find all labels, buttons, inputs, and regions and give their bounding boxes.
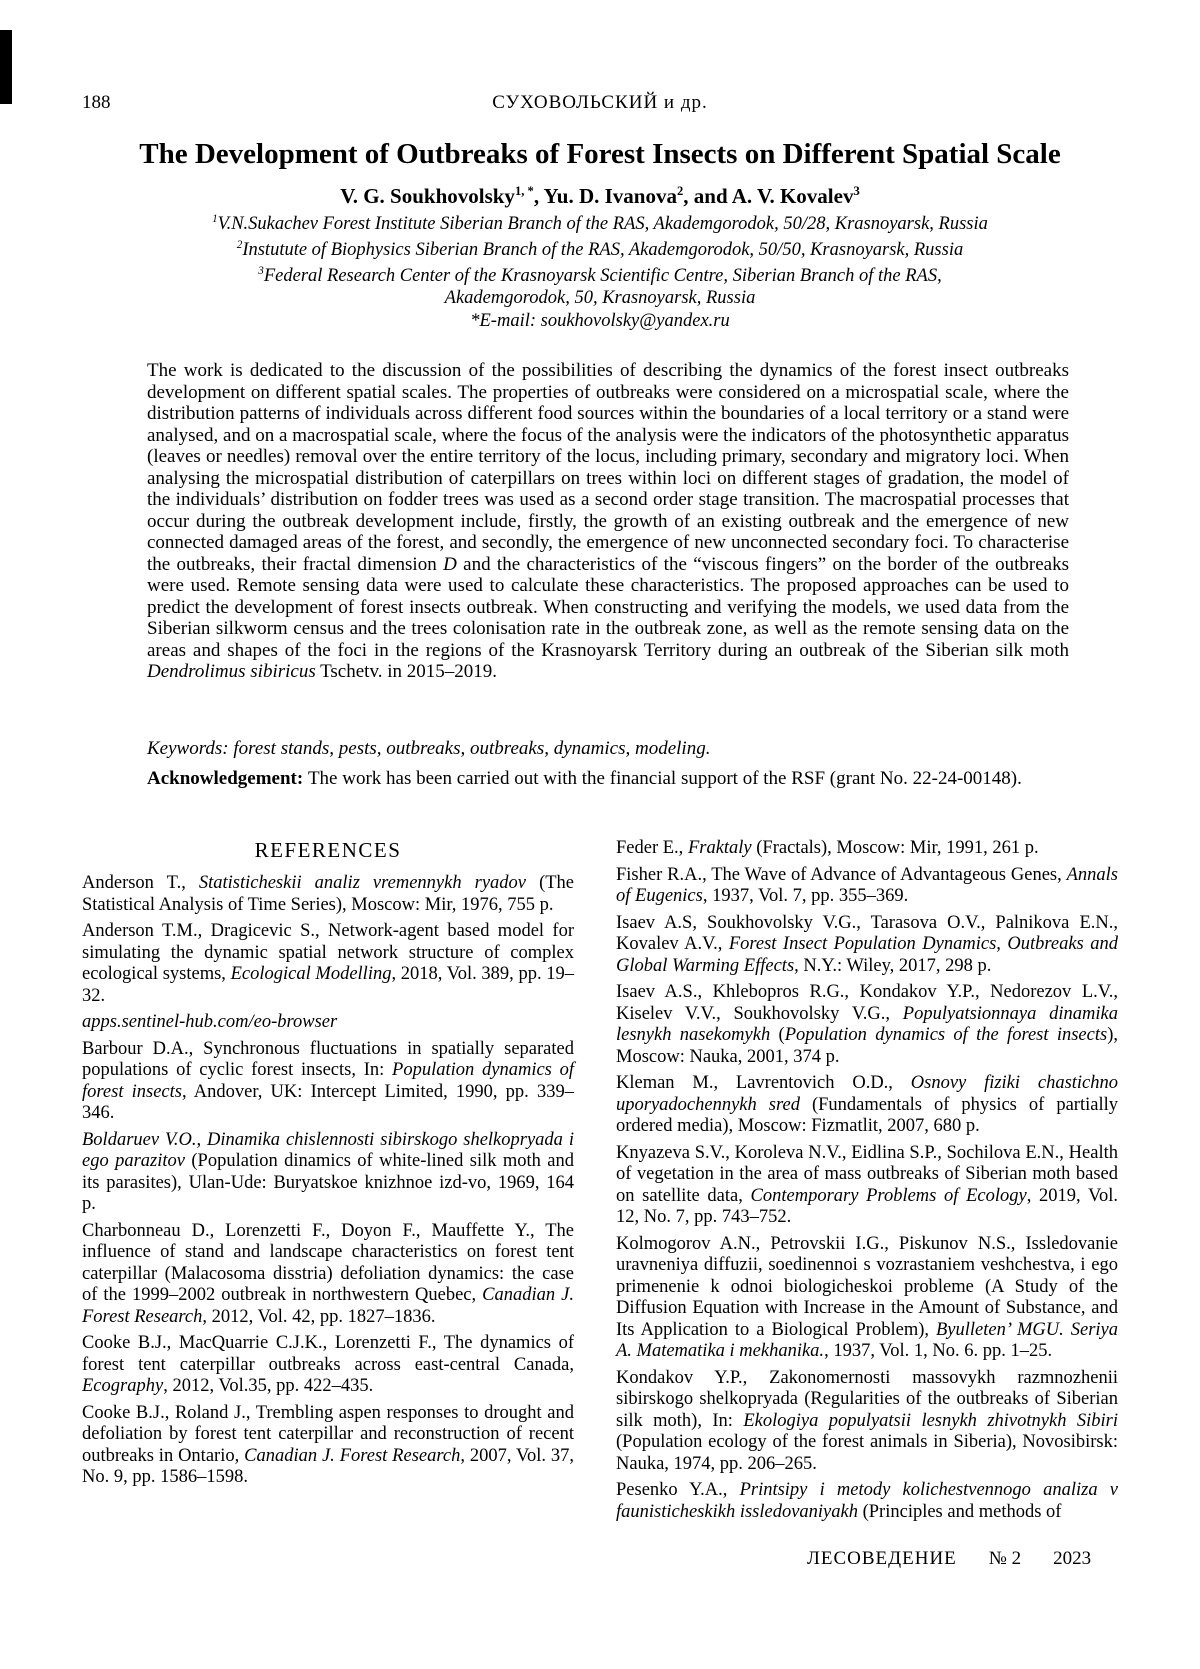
- references-right-list: [616, 838, 1118, 1523]
- references-heading: REFERENCES: [254, 838, 402, 862]
- references-right-column: [616, 838, 1118, 1528]
- page-number: 188: [82, 92, 111, 113]
- reference-entry: Pesenko Y.A., Printsipy i metody kolichestvennogo analiza v faunisticheskikh issledovaniyakh (Principles and methods of: [616, 1480, 1118, 1522]
- footer-issue-number: № 2: [988, 1548, 1022, 1569]
- reference-entry: Knyazeva S.V., Koroleva N.V., Eidlina S.P., Sochilova E.N., Health of vegetation in the area of mass outbreaks of Siberian moth based on satellite data, Contemporary Problems of Ecology, 2019, Vol. 12, No. 7, pp. 743–752.: [616, 1142, 1119, 1227]
- abstract-text: The work is dedicated to the discussion of the possibilities of describing the dynamics of the forest insect outbreaks development on different spatial scales. The properties of outbreaks were considered on a microspatial scale, where the distribution patterns of individuals across different food sources within the boundaries of a local territory or a stand were analysed, and on a macrospatial scale, where the focus of the analysis were the indicators of the photosynthetic apparatus (leaves or needles) removal over the entire territory of the locus, including primary, secondary and migratory loci. When analysing the microspatial distribution of caterpillars on trees within loci on different stages of gradation, the model of the individuals’ distribution on fodder trees was used as a second order stage transition. The macrospatial processes that occur during the outbreak development include, firstly, the growth of an existing outbreak and the emergence of new connected damaged areas of the forest, and secondly, the emergence of new unconnected secondary foci. To characterise the outbreaks, their fractal dimension D and the characteristics of the “viscous fingers” on the border of the outbreaks were used. Remote sensing data were used to calculate these characteristics. The proposed approaches can be used to predict the development of forest insects outbreak. When constructing and verifying the models, we used data from the Siberian silkworm census and the trees colonisation rate in the outbreak zone, as well as the remote sensing data on the areas and shapes of the foci in the regions of the Krasnoyarsk Territory during an outbreak of the Siberian silk moth Dendrolimus sibiricus Tschetv. in 2015–2019.: [147, 360, 1069, 682]
- running-head: СУХОВОЛЬСКИЙ и др.: [492, 92, 708, 113]
- reference-entry: Cooke B.J., Roland J., Trembling aspen responses to drought and defoliation by forest tent caterpillar and reconstruction of recent outbreaks in Ontario, Canadian J. Forest Research, 2007, Vol. 37, No. 9, pp. 1586–1598.: [82, 1402, 575, 1487]
- keywords-line: Keywords: forest stands, pests, outbreaks, outbreaks, dynamics, modeling.: [147, 738, 711, 759]
- affiliation-line: $^1$V.N.Sukachev Forest Institute Siberian Branch of the RAS, Akademgorodok, 50/28, Krasnoyarsk, Russia: [212, 212, 988, 234]
- affiliation-line: $^2$Instutute of Biophysics Siberian Branch of the RAS, Akademgorodok, 50/50, Krasnoyarsk, Russia: [236, 238, 964, 260]
- footer-journal-name: ЛЕСОВЕДЕНИЕ: [807, 1548, 957, 1569]
- footer-year: 2023: [1053, 1548, 1092, 1569]
- reference-entry: Anderson T.M., Dragicevic S., Network-agent based model for simulating the dynamic spatial network structure of complex ecological systems, Ecological Modelling, 2018, Vol. 389, pp. 19–32.: [82, 921, 575, 1006]
- references-left-list: [82, 873, 574, 1489]
- reference-entry: Kondakov Y.P., Zakonomernosti massovykh razmnozhenii sibirskogo shelkopryada (Regularities of the outbreaks of Siberian silk moth), In: Ekologiya populyatsii lesnykh zhivotnykh Sibiri (Population ecology of the forest animals in Siberia), Novosibirsk: Nauka, 1974, pp. 206–265.: [616, 1367, 1118, 1474]
- reference-entry: Fisher R.A., The Wave of Advance of Advantageous Genes, Annals of Eugenics, 1937, Vol. 7, pp. 355–369.: [616, 864, 1118, 906]
- reference-entry: Feder E., Fraktaly (Fractals), Moscow: Mir, 1991, 261 p.: [616, 838, 1039, 858]
- acknowledgement-line: Acknowledgement: The work has been carried out with the financial support of the RSF (grant No. 22-24-00148).: [147, 768, 1022, 789]
- reference-entry: Isaev A.S, Soukhovolsky V.G., Tarasova O.V., Palnikova E.N., Kovalev A.V., Forest Insect Population Dynamics, Outbreaks and Global Warming Effects, N.Y.: Wiley, 2017, 298 p.: [616, 912, 1118, 976]
- reference-entry: Barbour D.A., Synchronous fluctuations in spatially separated populations of cyclic forest insects, In: Population dynamics of forest insects, Andover, UK: Intercept Limited, 1990, pp. 339–346.: [82, 1038, 575, 1123]
- authors-line: V. G. Soukhovolsky$^{1, *}$, Yu. D. Ivanova$^2$, and A. V. Kovalev$^3$: [340, 184, 860, 208]
- references-left-column: [82, 838, 574, 1494]
- reference-entry: Kolmogorov A.N., Petrovskii I.G., Piskunov N.S., Issledovanie uravneniya diffuzii, soedinennoi s vozrastaniem veshchestva, i ego primenenie k odnoi biologicheskoi probleme (A Study of the Diffusion Equation with Increase in the Amount of Substance, and Its Application to a Biological Problem), Byulleten’ MGU. Seriya A. Matematika i mekhanika., 1937, Vol. 1, No. 6. pp. 1–25.: [616, 1233, 1118, 1361]
- email-line: *E-mail: soukhovolsky@yandex.ru: [470, 311, 730, 331]
- scan-artifact-mark: [0, 30, 12, 104]
- reference-entry: Charbonneau D., Lorenzetti F., Doyon F., Mauffette Y., The influence of stand and landscape characteristics on forest tent caterpillar (Malacosoma disstria) defoliation dynamics: the case of the 1999–2002 outbreak in northwestern Quebec, Canadian J. Forest Research, 2012, Vol. 42, pp. 1827–1836.: [82, 1220, 574, 1327]
- reference-entry: Boldaruev V.O., Dinamika chislennosti sibirskogo shelkopryada i ego parazitov (Population dinamics of white-lined silk moth and its parasites), Ulan-Ude: Buryatskoe knizhnoe izd-vo, 1969, 164 p.: [82, 1129, 574, 1214]
- journal-footer: [807, 1548, 1091, 1570]
- reference-entry: Isaev A.S., Khlebopros R.G., Kondakov Y.P., Nedorezov L.V., Kiselev V.V., Soukhovolsky V.G., Populyatsionnaya dinamika lesnykh nasekomykh (Population dynamics of the forest insects), Moscow: Nauka, 2001, 374 p.: [616, 982, 1118, 1067]
- reference-entry: apps.sentinel-hub.com/eo-browser: [82, 1012, 338, 1032]
- reference-entry: Anderson T., Statisticheskii analiz vremennykh ryadov (The Statistical Analysis of Time Series), Moscow: Mir, 1976, 755 p.: [82, 873, 574, 915]
- affiliations-block: [82, 213, 1118, 313]
- article-title: The Development of Outbreaks of Forest Insects on Different Spatial Scale: [139, 138, 1061, 170]
- reference-entry: Cooke B.J., MacQuarrie C.J.K., Lorenzetti F., The dynamics of forest tent caterpillar outbreaks across east-central Canada, Ecography, 2012, Vol.35, pp. 422–435.: [82, 1333, 574, 1396]
- reference-entry: Kleman M., Lavrentovich O.D., Osnovy fiziki chastichno uporyadochennykh sred (Fundamentals of physics of partially ordered media), Moscow: Fizmatlit, 2007, 680 p.: [616, 1073, 1119, 1136]
- affiliation-line: $^3$Federal Research Center of the Krasnoyarsk Scientific Centre, Siberian Branch of the RAS, Akademgorodok, 50, Krasnoyarsk, Russia: [258, 264, 942, 308]
